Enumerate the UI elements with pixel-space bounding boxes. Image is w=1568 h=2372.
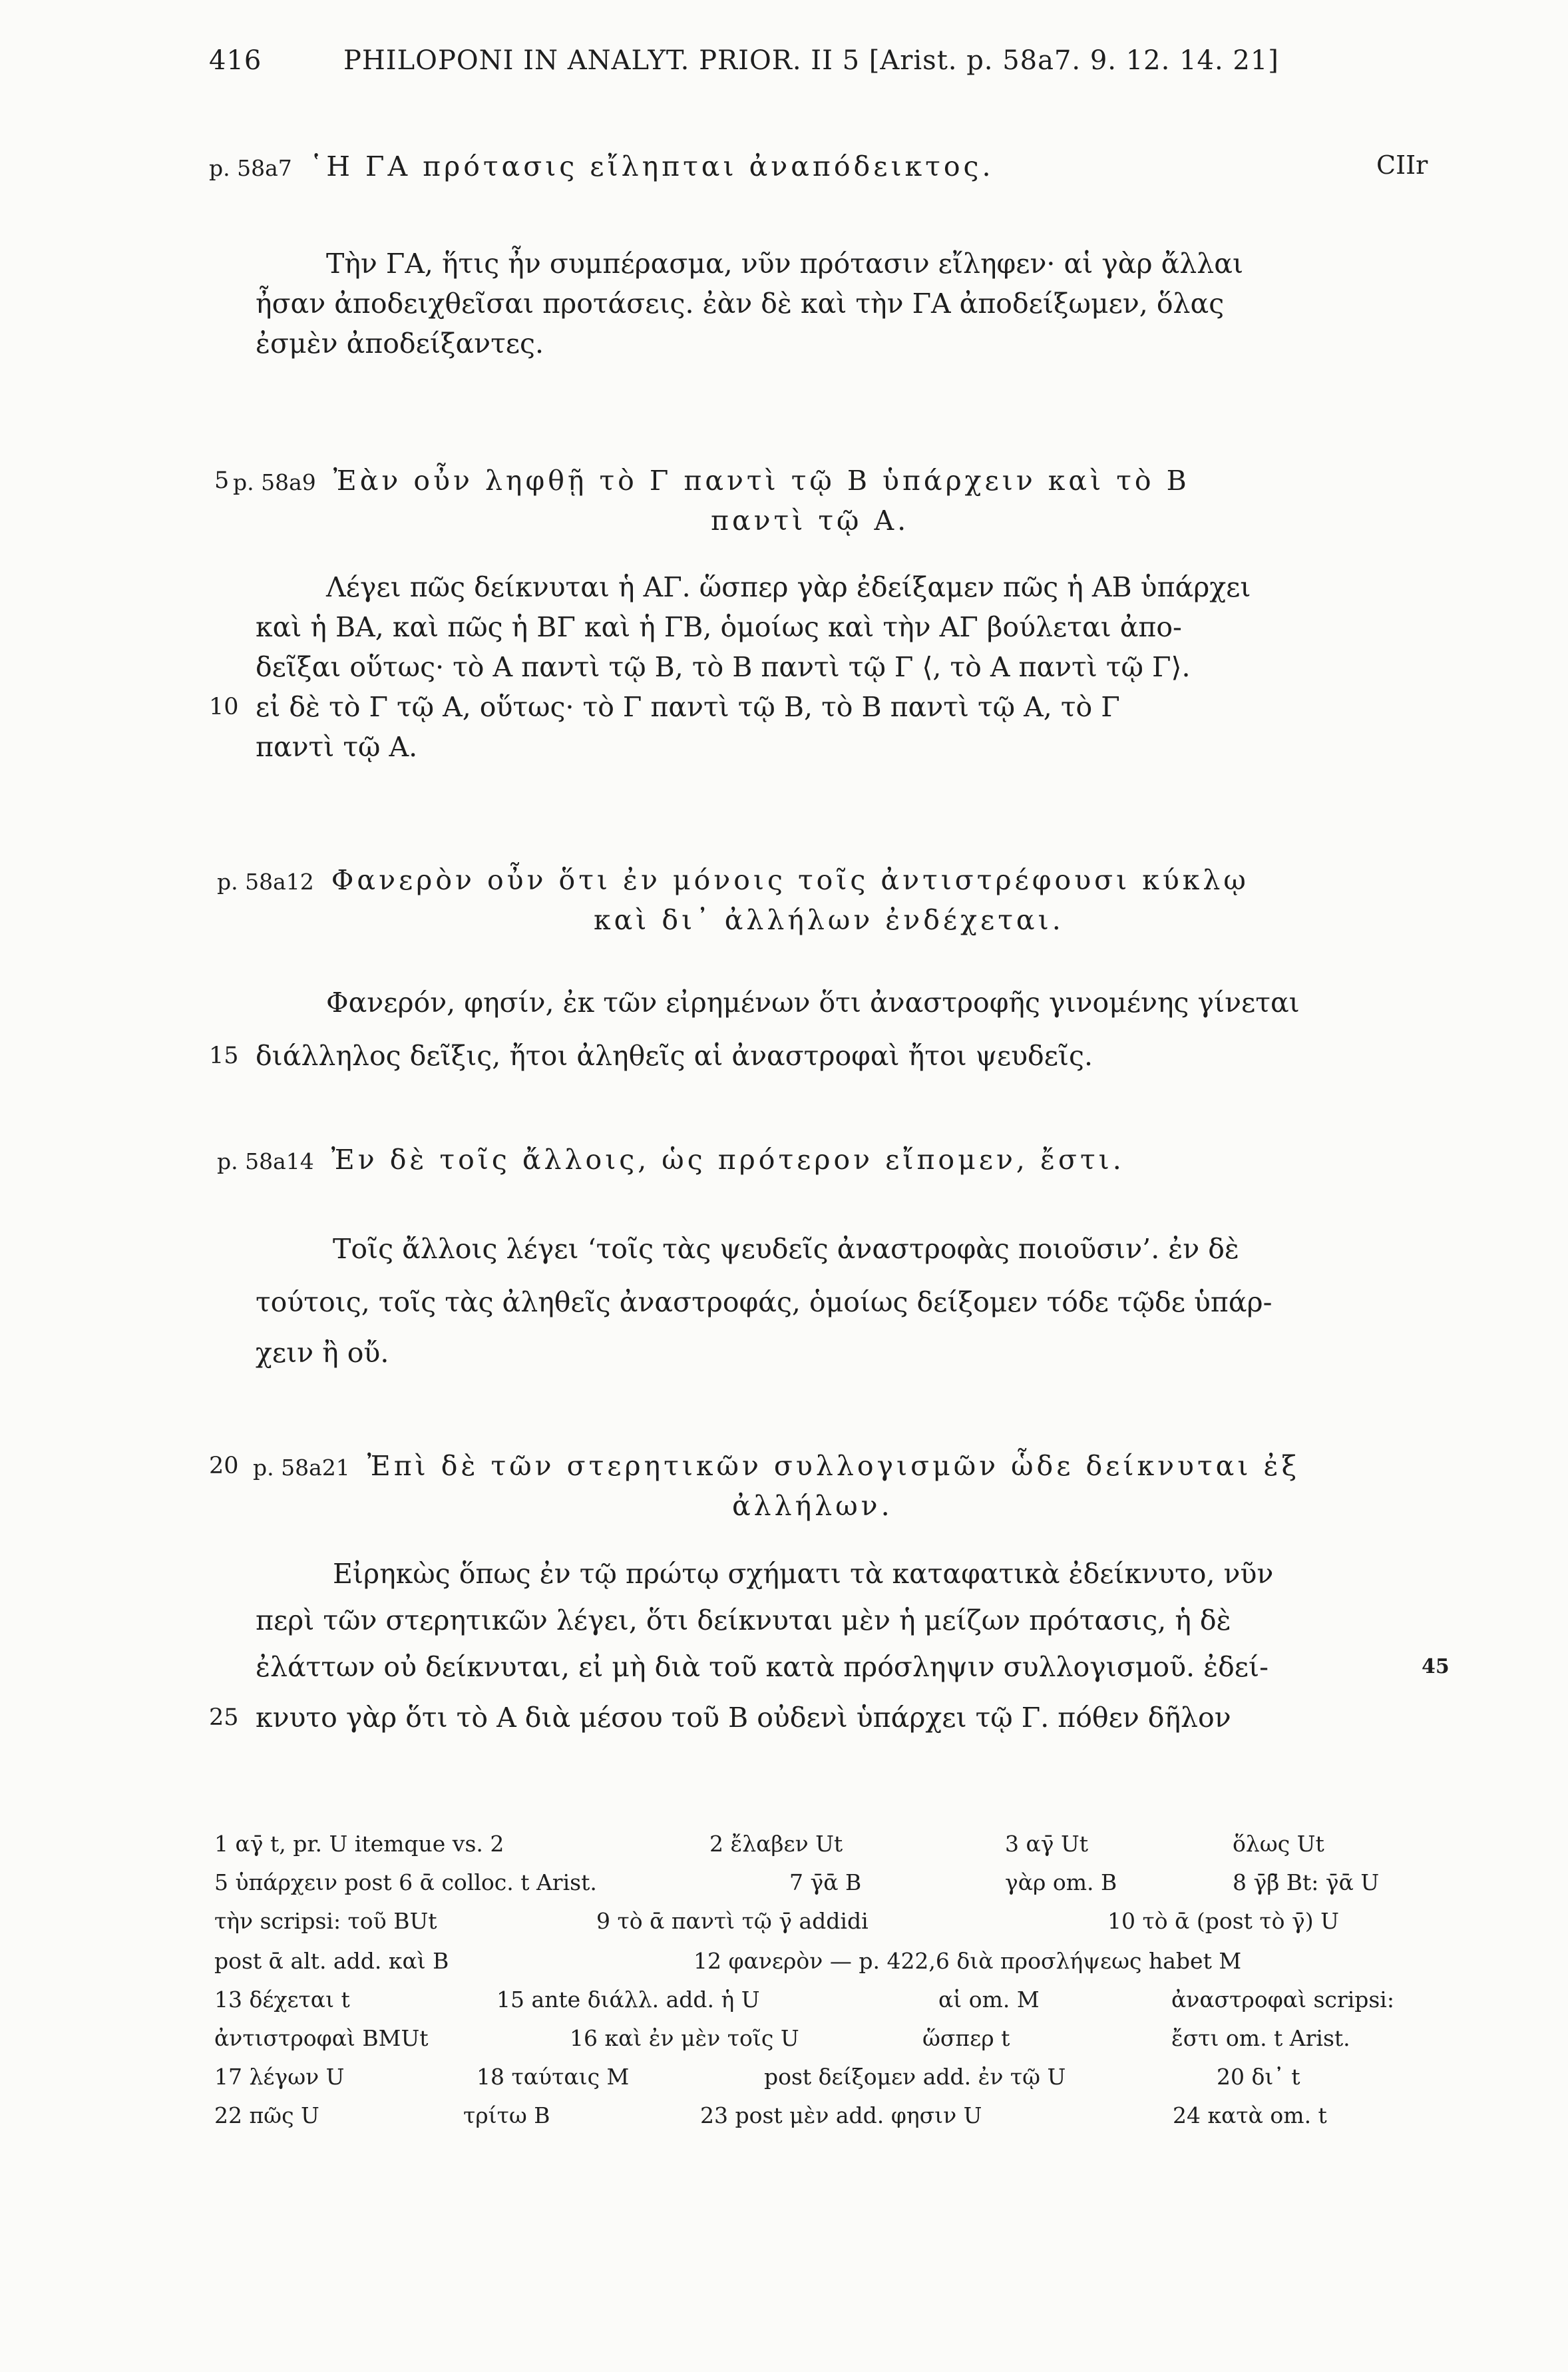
text-line: ἐσμὲν ἀποδείξαντες. [256, 328, 544, 359]
lemma-reference: p. 58a21 [253, 1455, 350, 1481]
text-line: παντὶ τῷ Α. [256, 731, 418, 763]
apparatus-entry: 20 δι᾽ t [1217, 2064, 1300, 2090]
margin-number: 45 [1422, 1655, 1450, 1678]
text-line: καὶ ἡ ΒΑ, καὶ πῶς ἡ ΒΓ καὶ ἡ ΓΒ, ὁμοίως καὶ τὴν ΑΓ βούλεται ἀπο- [256, 611, 1182, 643]
text-line: διάλληλος δεῖξις, ἤτοι ἀληθεῖς αἱ ἀναστροφαὶ ἤτοι ψευδεῖς. [256, 1040, 1093, 1072]
apparatus-entry: 7 γ̄ᾱ B [789, 1869, 862, 1895]
apparatus-entry: post ᾱ alt. add. καὶ B [214, 1948, 449, 1974]
text-line: Τοῖς ἄλλοις λέγει ‘τοῖς τὰς ψευδεῖς ἀναστροφὰς ποιοῦσιν’. ἐν δὲ [333, 1233, 1239, 1265]
text-line: Λέγει πῶς δείκνυται ἡ ΑΓ. ὥσπερ γὰρ ἐδείξαμεν πῶς ἡ ΑΒ ὑπάρχει [326, 571, 1251, 603]
line-number: 10 [209, 694, 239, 720]
apparatus-entry: 23 post μὲν add. φησιν U [700, 2102, 982, 2128]
line-number: 5 [214, 467, 230, 494]
apparatus-entry: 10 τὸ ᾱ (post τὸ γ̄) U [1107, 1908, 1339, 1934]
text-line: περὶ τῶν στερητικῶν λέγει, ὅτι δείκνυται μὲν ἡ μείζων πρότασις, ἡ δὲ [256, 1604, 1231, 1636]
text-line: χειν ἢ οὔ. [256, 1337, 389, 1369]
apparatus-entry: τρίτω B [463, 2102, 550, 2128]
lemma [209, 150, 994, 182]
apparatus-entry: 13 δέχεται t [214, 1987, 350, 2013]
text-line: Εἰρηκὼς ὅπως ἐν τῷ πρώτῳ σχήματι τὰ καταφατικὰ ἐδείκνυτο, νῦν [333, 1558, 1274, 1590]
apparatus-entry: post δείξομεν add. ἐν τῷ U [764, 2064, 1066, 2090]
apparatus-entry: 18 ταύταις M [477, 2064, 630, 2090]
apparatus-entry: 8 γ̄β̄ Bt: γ̄ᾱ U [1233, 1869, 1380, 1895]
apparatus-entry: 17 λέγων U [214, 2064, 345, 2090]
lemma-reference: p. 58a7 [209, 155, 292, 181]
lemma [253, 1450, 1300, 1482]
apparatus-entry: ἀντιστροφαὶ BMUt [214, 2025, 429, 2051]
apparatus-entry: 22 πῶς U [214, 2102, 319, 2128]
apparatus-entry: 12 φανερὸν — p. 422,6 διὰ προσλήψεως habet M [693, 1948, 1242, 1974]
lemma-text: Φανερὸν οὖν ὅτι ἐν μόνοις τοῖς ἀντιστρέφουσι κύκλῳ [331, 864, 1249, 896]
apparatus-entry: 5 ὑπάρχειν post 6 ᾱ colloc. t Arist. [214, 1869, 597, 1895]
line-number: 20 [209, 1453, 239, 1479]
folio-marker: CIIr [1376, 150, 1428, 180]
text-line: ἦσαν ἀποδειχθεῖσαι προτάσεις. ἐὰν δὲ καὶ τὴν ΓΑ ἀποδείξωμεν, ὅλας [256, 288, 1225, 320]
text-line: εἰ δὲ τὸ Γ τῷ Α, οὕτως· τὸ Γ παντὶ τῷ Β, τὸ Β παντὶ τῷ Α, τὸ Γ [256, 691, 1120, 723]
text-line: Φανερόν, φησίν, ἐκ τῶν εἰρημένων ὅτι ἀναστροφῆς γινομένης γίνεται [326, 987, 1300, 1019]
running-title: PHILOPONI IN ANALYT. PRIOR. II 5 [Arist. p. 58a7. 9. 12. 14. 21] [343, 45, 1279, 76]
lemma [217, 1144, 1125, 1176]
line-number: 25 [209, 1704, 239, 1731]
apparatus-entry: ἔστι om. t Arist. [1171, 2025, 1350, 2051]
lemma: παντὶ τῷ Α. [711, 505, 910, 537]
lemma-reference: p. 58a14 [217, 1148, 314, 1174]
text-line: κνυτο γὰρ ὅτι τὸ Α διὰ μέσου τοῦ Β οὐδενὶ ὑπάρχει τῷ Γ. πόθεν δῆλον [256, 1702, 1231, 1734]
text-line: ἐλάττων οὐ δείκνυται, εἰ μὴ διὰ τοῦ κατὰ πρόσληψιν συλλογισμοῦ. ἐδεί- [256, 1651, 1269, 1683]
line-number: 15 [209, 1043, 239, 1069]
apparatus-entry: τὴν scripsi: τοῦ BUt [214, 1908, 437, 1934]
lemma-text: Ἐν δὲ τοῖς ἄλλοις, ὡς πρότερον εἴπομεν, ἔστι. [331, 1144, 1125, 1176]
apparatus-entry: 9 τὸ ᾱ παντὶ τῷ γ̄ addidi [596, 1908, 869, 1934]
apparatus-entry: αἱ om. M [938, 1987, 1040, 2013]
lemma [233, 465, 1190, 497]
text-line: Τὴν ΓΑ, ἥτις ἦν συμπέρασμα, νῦν πρότασιν εἴληφεν· αἱ γὰρ ἄλλαι [326, 248, 1244, 280]
apparatus-entry: 24 κατὰ om. t [1173, 2102, 1327, 2128]
apparatus-entry: 2 ἔλαβεν Ut [709, 1831, 843, 1857]
apparatus-entry: ἀναστροφαὶ scripsi: [1171, 1987, 1394, 2013]
text-line: δεῖξαι οὕτως· τὸ Α παντὶ τῷ Β, τὸ Β παντὶ τῷ Γ ⟨, τὸ Α παντὶ τῷ Γ⟩. [256, 651, 1191, 683]
apparatus-entry: 3 αγ̄ Ut [1005, 1831, 1089, 1857]
lemma: ἀλλήλων. [732, 1490, 893, 1522]
apparatus-entry: ὥσπερ t [922, 2025, 1010, 2051]
lemma-reference: p. 58a9 [233, 469, 316, 495]
lemma-text: Ἐὰν οὖν ληφθῇ τὸ Γ παντὶ τῷ Β ὑπάρχειν καὶ τὸ Β [333, 465, 1190, 497]
lemma-text: ῾Η ΓΑ πρότασις εἴληπται ἀναπόδεικτος. [309, 150, 994, 182]
apparatus-entry: ὅλως Ut [1233, 1831, 1324, 1857]
apparatus-entry: γὰρ om. B [1005, 1869, 1117, 1895]
text-line: τούτοις, τοῖς τὰς ἀληθεῖς ἀναστροφάς, ὁμοίως δείξομεν τόδε τῷδε ὑπάρ- [256, 1286, 1273, 1318]
lemma: καὶ δι᾽ ἀλλήλων ἐνδέχεται. [594, 904, 1064, 936]
lemma [217, 864, 1249, 896]
apparatus-entry: 15 ante διάλλ. add. ἡ U [496, 1987, 760, 2013]
lemma-text: Ἐπὶ δὲ τῶν στερητικῶν συλλογισμῶν ὧδε δείκνυται ἐξ [367, 1450, 1300, 1482]
apparatus-entry: 1 αγ̄ t, pr. U itemque vs. 2 [214, 1831, 504, 1857]
apparatus-entry: 16 καὶ ἐν μὲν τοῖς U [570, 2025, 799, 2051]
lemma-reference: p. 58a12 [217, 869, 314, 895]
page-number: 416 [209, 45, 262, 76]
